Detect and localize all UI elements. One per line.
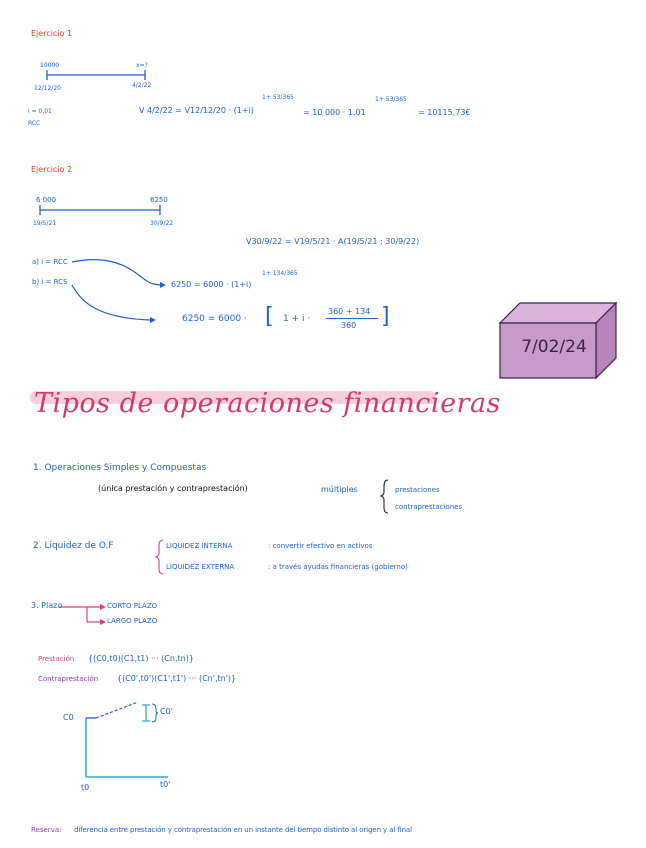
section1-heading: 1. Operaciones Simples y Compuestas <box>33 463 207 473</box>
ej1-start-value: 10000 <box>40 62 60 69</box>
ej2-result-b-denominator: 360 <box>341 321 357 330</box>
prestacion-label: Prestación <box>38 655 75 663</box>
date-box-label: 7/02/24 <box>521 337 587 357</box>
ej2-start-value: 6 000 <box>36 196 57 204</box>
section1-multi-prestaciones: prestaciones <box>395 486 440 494</box>
section1-multiple: múltiples <box>321 485 358 494</box>
section1-simple-note: (única prestación y contraprestación) <box>98 484 248 493</box>
section2-internal-text: : convertir efectivo en activos <box>268 542 373 550</box>
reserva-label: Reserva: <box>31 826 62 834</box>
ej2-fraction-bar <box>326 318 378 319</box>
ej2-result-b-numerator: 360 + 134 <box>328 307 371 316</box>
section2-heading: 2. Liquidez de O.F <box>33 541 114 551</box>
ej1-exponent-1: 1+ 53/365 <box>262 94 294 101</box>
ej2-title: Ejercicio 2 <box>31 165 73 174</box>
ej2-result-b-inner: 1 + i · <box>283 314 311 324</box>
ej1-start-date: 12/12/20 <box>34 85 61 92</box>
ej2-start-date: 19/5/21 <box>33 220 57 227</box>
arrow-heads-plazo <box>100 604 106 625</box>
capital-graph <box>86 702 168 777</box>
section3-long: LARGO PLAZO <box>107 617 158 625</box>
section1-multi-contraprestaciones: contraprestaciones <box>395 503 463 511</box>
section3-heading: 3. Plazo <box>31 601 63 610</box>
arrows-ej2 <box>72 260 160 320</box>
ej2-result-b-bracket-open: [ <box>265 304 274 329</box>
section3-short: CORTO PLAZO <box>107 602 158 610</box>
graph-c0-prime: C0' <box>160 707 173 716</box>
ej1-result: = 10115,73€ <box>418 108 471 117</box>
ej1-equation-mid: = 10 000 · 1,01 <box>303 108 366 117</box>
section2-external-text: : a través ayudas financieras (gobierno) <box>268 563 408 571</box>
ej2-case-b: b) i = RCS <box>32 278 68 286</box>
arrow-heads-ej2 <box>150 282 166 323</box>
brace-liquidez <box>156 540 163 574</box>
ej1-equation-lhs: V 4/2/22 = V12/12/20 · (1+i) <box>139 106 254 115</box>
graph-t0-prime: t0' <box>160 780 171 789</box>
ej1-rate: i = 0,01 <box>28 108 52 115</box>
ej1-regime: RCC <box>28 120 41 127</box>
ej2-result-a: 6250 = 6000 · (1+i) <box>171 280 252 289</box>
ej2-result-b-lhs: 6250 = 6000 · <box>182 314 247 324</box>
brace-multiples <box>381 480 388 513</box>
reserva-text: diferencia entre prestación y contraprestación en un instante del tiempo distinto al origen y al final <box>74 826 412 834</box>
contraprestacion-formula: {(C0',t0')(C1',t1') ··· (Cn',tn')} <box>117 674 237 683</box>
timeline-ej1 <box>47 70 145 80</box>
contraprestacion-label: Contraprestación <box>38 675 99 683</box>
graph-c0: C0 <box>63 713 74 722</box>
arrows-plazo <box>59 607 100 622</box>
ej2-end-value: 6250 <box>150 196 168 204</box>
timeline-ej2 <box>40 205 160 215</box>
graph-t0: t0 <box>81 783 90 792</box>
section2-internal-label: LIQUIDEZ INTERNA <box>166 542 233 550</box>
ej2-result-a-exponent: 1+ 134/365 <box>262 270 298 277</box>
ej2-case-a: a) i = RCC <box>32 258 68 266</box>
ej2-end-date: 30/9/22 <box>150 220 174 227</box>
section2-external-label: LIQUIDEZ EXTERNA <box>166 563 235 571</box>
ej1-end-date: 4/2/22 <box>132 82 152 89</box>
ej1-end-value: x=? <box>136 62 148 69</box>
ej2-equation: V30/9/22 = V19/5/21 · A(19/5/21 ; 30/9/22) <box>246 237 420 246</box>
ej1-title: Ejercicio 1 <box>31 29 73 38</box>
prestacion-formula: {(C0,t0)(C1,t1) ··· (Cn,tn)} <box>88 654 194 663</box>
ej2-result-b-bracket-close: ] <box>381 304 390 329</box>
ej1-exponent-2: 1+ 53/365 <box>375 96 407 103</box>
main-title: Tipos de operaciones financieras <box>34 388 501 419</box>
